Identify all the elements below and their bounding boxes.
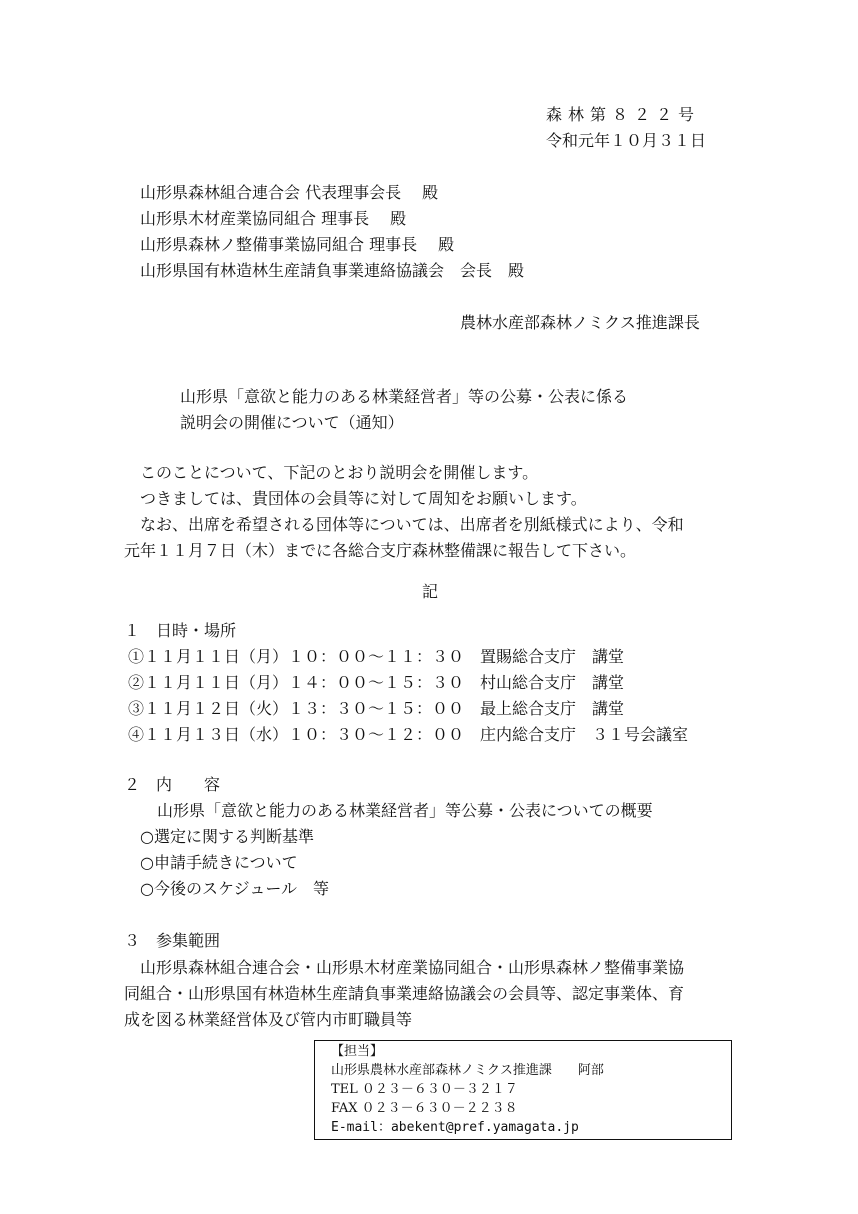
schedule-list [128, 649, 688, 753]
body-line: なお、出席を希望される団体等については、出席者を別紙様式により、令和 [124, 515, 684, 534]
subject [180, 389, 628, 441]
recipient: 山形県木材産業協同組合 理事長 殿 [140, 209, 407, 228]
scope-text [124, 960, 684, 1038]
content-bullet: ○申請手続きについて [140, 853, 298, 872]
ki-heading: 記 [422, 582, 439, 601]
section1-heading: １ 日時・場所 [124, 621, 237, 640]
scope-line: 同組合・山形県国有林造林生産請負事業連絡協議会の会員等、認定事業体、育 [124, 984, 685, 1003]
recipient: 山形県森林組合連合会 代表理事会長 殿 [140, 183, 439, 202]
schedule-item: ③１１月１２日（火）１３：３０～１５：００ 最上総合支庁 講堂 [128, 699, 625, 718]
scope-line: 山形県森林組合連合会・山形県木材産業協同組合・山形県森林ノ整備事業協 [124, 958, 685, 977]
contact-tel: TEL ０２３－６３０－３２１７ [331, 1082, 518, 1097]
contact-dept: 山形県農林水産部森林ノミクス推進課 阿部 [331, 1063, 604, 1078]
contact-email[interactable]: E-mail：abekent@pref.yamagata.jp [331, 1120, 579, 1135]
scope-line: 成を図る林業経営体及び管内市町職員等 [124, 1010, 413, 1029]
section2-heading: ２ 内 容 [124, 775, 221, 794]
body-line: 元年１１月７日（木）までに各総合支庁森林整備課に報告して下さい。 [124, 541, 637, 560]
doc-date: 令和元年１０月３１日 [546, 131, 707, 150]
body-text [124, 465, 684, 569]
content-bullet: ○今後のスケジュール 等 [140, 879, 330, 898]
recipient-list [140, 185, 524, 289]
content-bullets [140, 829, 329, 907]
contact-box [314, 1040, 732, 1140]
content-bullet: ○選定に関する判断基準 [140, 827, 314, 846]
body-line: つきましては、貴団体の会員等に対して周知をお願いします。 [124, 489, 587, 508]
section3-heading: ３ 参集範囲 [124, 931, 221, 950]
schedule-item: ①１１月１１日（月）１０：００～１１：３０ 置賜総合支庁 講堂 [128, 647, 625, 666]
subject-line: 説明会の開催について（通知） [180, 413, 404, 432]
sender: 農林水産部森林ノミクス推進課長 [460, 313, 700, 332]
schedule-item: ④１１月１３日（水）１０：３０～１２：００ 庄内総合支庁 ３１号会議室 [128, 725, 689, 744]
schedule-item: ②１１月１１日（月）１４：００～１５：３０ 村山総合支庁 講堂 [128, 673, 625, 692]
recipient: 山形県国有林造林生産請負事業連絡協議会 会長 殿 [140, 261, 525, 280]
content-description: 山形県「意欲と能力のある林業経営者」等公募・公表についての概要 [157, 801, 653, 820]
contact-title: 【担当】 [331, 1044, 384, 1059]
doc-number: 森林第８２２号 [546, 105, 701, 124]
recipient: 山形県森林ノ整備事業協同組合 理事長 殿 [140, 235, 455, 254]
subject-line: 山形県「意欲と能力のある林業経営者」等の公募・公表に係る [180, 387, 629, 406]
body-line: このことについて、下記のとおり説明会を開催します。 [124, 463, 539, 482]
contact-fax: FAX ０２３－６３０－２２３８ [331, 1101, 518, 1116]
